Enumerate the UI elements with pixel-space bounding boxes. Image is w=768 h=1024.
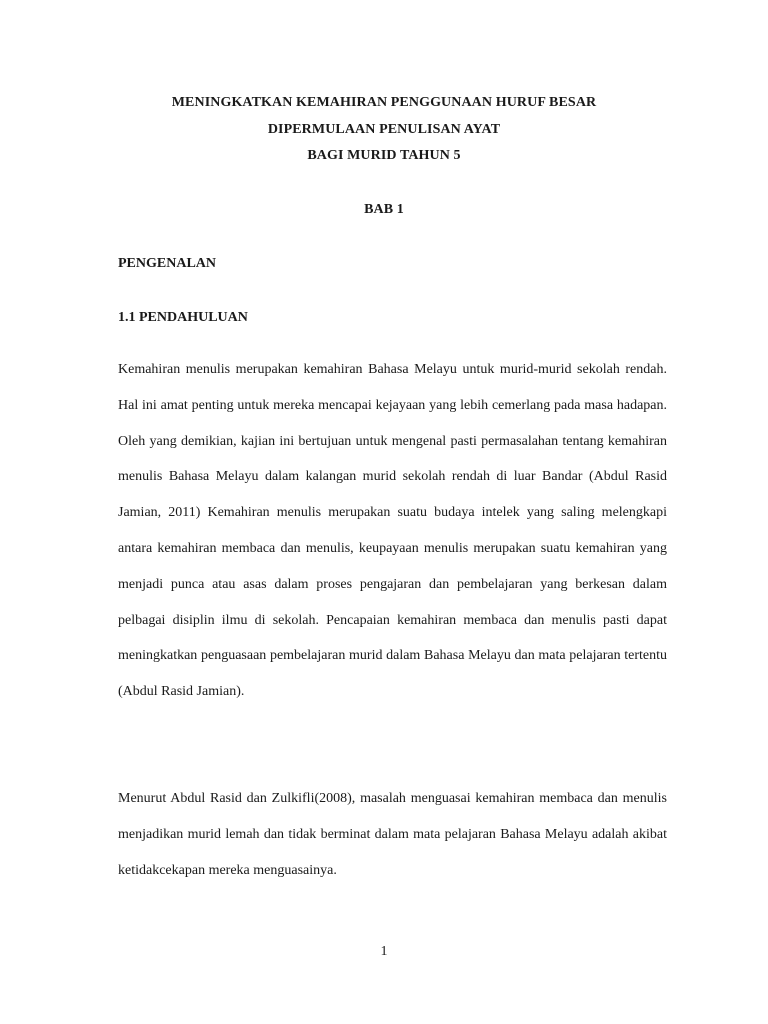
body-paragraph-1: Kemahiran menulis merupakan kemahiran Bahasa Melayu untuk murid-murid sekolah rendah. Hal ini amat penting untuk mereka mencapai kejayaan yang lebih cemerlang pada masa hadapan. Oleh yang demikian, kajian ini bertujuan untuk mengenal pasti permasalahan tentang kemahiran menulis Bahasa Melayu dalam kalangan murid sekolah rendah di luar Bandar (Abdul Rasid Jamian, 2011) Kemahiran menulis merupakan suatu budaya intelek yang saling melengkapi antara kemahiran membaca dan menulis, keupayaan menulis merupakan suatu kemahiran yang menjadi punca atau asas dalam proses pengajaran dan pembelajaran yang berkesan dalam pelbagai disiplin ilmu di sekolah. Pencapaian kemahiran membaca dan menulis pasti dapat meningkatkan penguasaan pembelajaran murid dalam Bahasa Melayu dan mata pelajaran tertentu (Abdul Rasid Jamian). (118, 362, 667, 700)
section-heading: PENGENALAN (118, 256, 217, 271)
body-paragraph-2: Menurut Abdul Rasid dan Zulkifli(2008), masalah menguasai kemahiran membaca dan menulis menjadikan murid lemah dan tidak berminat dalam mata pelajaran Bahasa Melayu adalah akibat ketidakcekapan mereka menguasainya. (118, 791, 667, 878)
subsection-heading: 1.1 PENDAHULUAN (118, 310, 248, 325)
title-line-1: MENINGKATKAN KEMAHIRAN PENGGUNAAN HURUF BESAR (171, 95, 597, 110)
chapter-heading: BAB 1 (364, 202, 404, 217)
title-line-2: DIPERMULAAN PENULISAN AYAT (267, 122, 501, 137)
page-number: 1 (380, 944, 388, 959)
title-line-3: BAGI MURID TAHUN 5 (307, 148, 461, 163)
